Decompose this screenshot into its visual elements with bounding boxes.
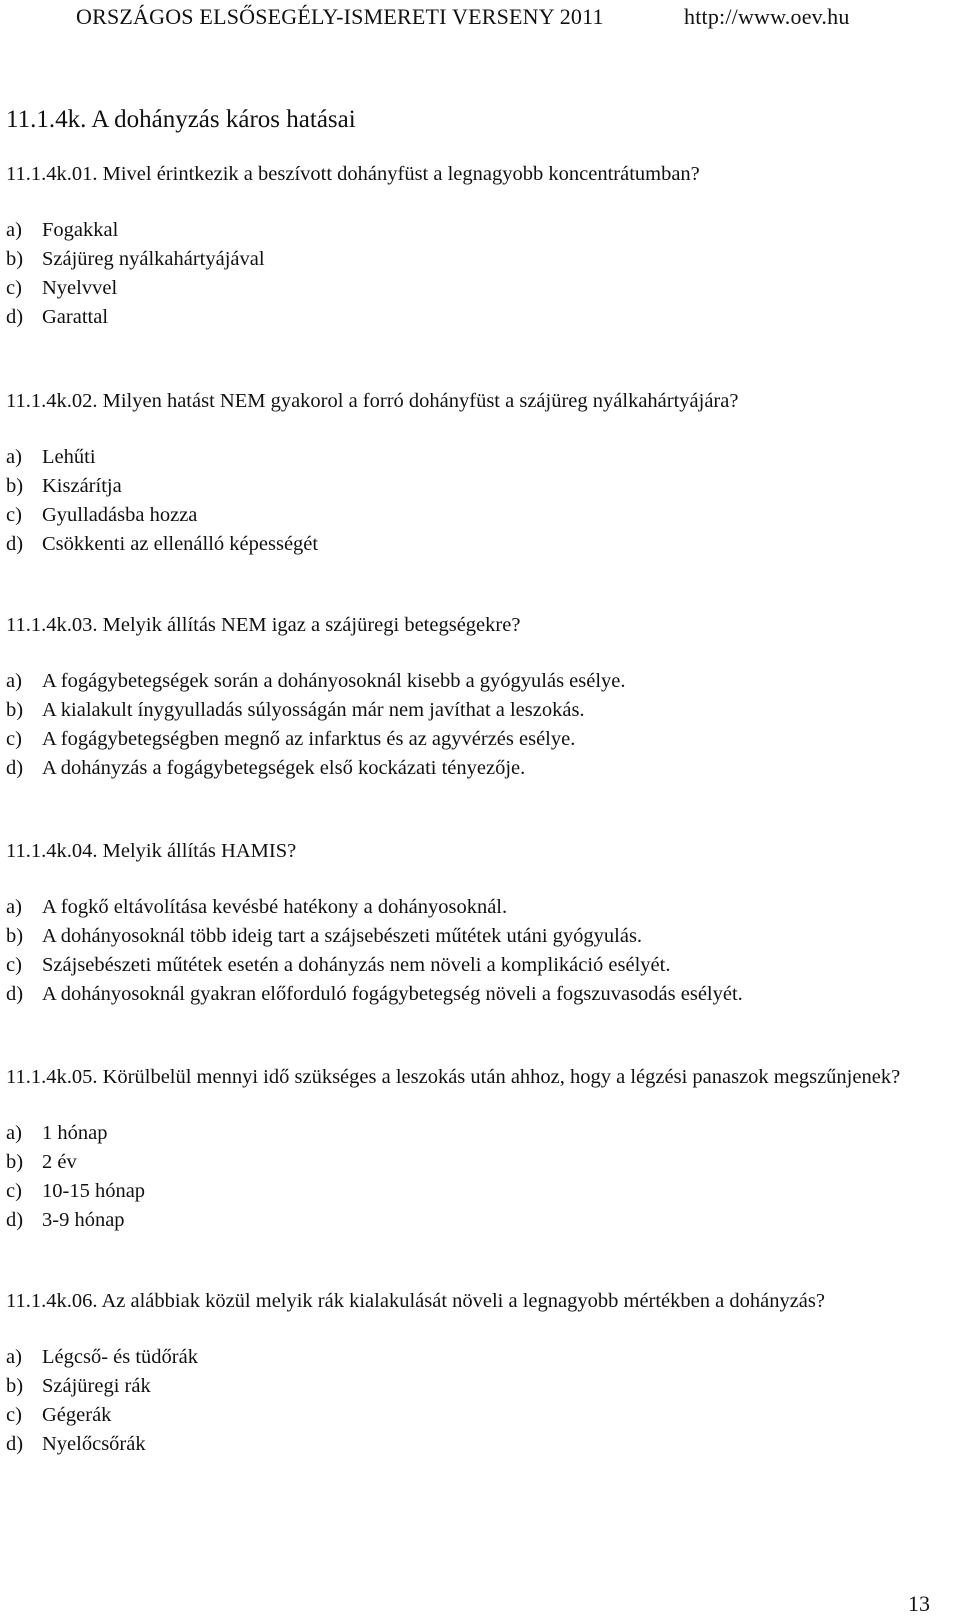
- option-text: A dohányosoknál gyakran előforduló fogágybetegség növeli a fogszuvasodás esélyét.: [42, 983, 743, 1005]
- question-text: 11.1.4k.02. Milyen hatást NEM gyakorol a forró dohányfüst a szájüreg nyálkahártyájára?: [6, 390, 739, 412]
- option-letter: d): [6, 983, 24, 1005]
- option-text: Szájüreg nyálkahártyájával: [42, 248, 265, 270]
- answer-option-d: [6, 530, 926, 559]
- option-text: A fogkő eltávolítása kevésbé hatékony a dohányosoknál.: [42, 896, 508, 918]
- answer-option-d: [6, 754, 926, 783]
- answer-option-a: [6, 1343, 926, 1372]
- answer-option-b: [6, 245, 926, 274]
- answer-options: [6, 216, 926, 332]
- option-text: A fogágybetegségek során a dohányosoknál kisebb a gyógyulás esélye.: [42, 670, 626, 692]
- question-2: [6, 387, 926, 559]
- option-text: Garattal: [42, 306, 109, 328]
- answer-option-a: [6, 443, 926, 472]
- answer-option-c: [6, 951, 926, 980]
- option-letter: c): [6, 277, 22, 299]
- option-text: Fogakkal: [42, 219, 119, 241]
- answer-option-c: [6, 1401, 926, 1430]
- answer-option-c: [6, 274, 926, 303]
- option-text: 10-15 hónap: [42, 1180, 146, 1202]
- option-letter: a): [6, 896, 22, 918]
- option-letter: d): [6, 1209, 24, 1231]
- option-letter: d): [6, 1433, 24, 1455]
- option-letter: d): [6, 757, 24, 779]
- option-letter: b): [6, 1375, 24, 1397]
- answer-option-b: [6, 472, 926, 501]
- page-number: 13: [908, 1591, 930, 1616]
- header-url[interactable]: http://www.oev.hu: [684, 4, 850, 29]
- answer-options: [6, 443, 926, 559]
- header-divider: [0, 36, 960, 37]
- section-title: 11.1.4k. A dohányzás káros hatásai: [6, 106, 356, 133]
- answer-option-a: [6, 893, 926, 922]
- option-letter: c): [6, 1404, 22, 1426]
- option-letter: a): [6, 670, 22, 692]
- option-letter: a): [6, 446, 22, 468]
- option-letter: c): [6, 954, 22, 976]
- option-text: Gyulladásba hozza: [42, 504, 198, 526]
- option-text: 1 hónap: [42, 1122, 108, 1144]
- question-text: 11.1.4k.05. Körülbelül mennyi idő szükséges a leszokás után ahhoz, hogy a légzési panaszok megszűnjenek?: [6, 1066, 901, 1088]
- answer-option-d: [6, 303, 926, 332]
- question-6: [6, 1287, 926, 1459]
- answer-option-c: [6, 725, 926, 754]
- header-title: ORSZÁGOS ELSŐSEGÉLY-ISMERETI VERSENY 2011: [76, 4, 604, 29]
- option-text: Légcső- és tüdőrák: [42, 1346, 198, 1368]
- option-text: 2 év: [42, 1151, 77, 1173]
- option-letter: a): [6, 1122, 22, 1144]
- option-text: Szájsebészeti műtétek esetén a dohányzás nem növeli a komplikáció esélyét.: [42, 954, 671, 976]
- option-letter: c): [6, 728, 22, 750]
- option-text: Gégerák: [42, 1404, 112, 1426]
- question-text: 11.1.4k.03. Melyik állítás NEM igaz a szájüregi betegségekre?: [6, 614, 521, 636]
- option-text: A fogágybetegségben megnő az infarktus és az agyvérzés esélye.: [42, 728, 576, 750]
- question-text: 11.1.4k.06. Az alábbiak közül melyik rák kialakulását növeli a legnagyobb mértékben a dohányzás?: [6, 1290, 825, 1312]
- option-letter: b): [6, 699, 24, 721]
- answer-option-b: [6, 1148, 926, 1177]
- answer-option-b: [6, 1372, 926, 1401]
- option-text: Csökkenti az ellenálló képességét: [42, 533, 319, 555]
- answer-option-d: [6, 1206, 926, 1235]
- page-header: [0, 2, 960, 32]
- option-letter: d): [6, 306, 24, 328]
- option-letter: d): [6, 533, 24, 555]
- option-letter: b): [6, 925, 24, 947]
- answer-option-a: [6, 216, 926, 245]
- option-text: Kiszárítja: [42, 475, 122, 497]
- answer-options: [6, 1343, 926, 1459]
- question-3: [6, 611, 926, 783]
- option-text: Nyelőcsőrák: [42, 1433, 146, 1455]
- question-1: [6, 160, 926, 332]
- option-text: A dohányosoknál több ideig tart a szájsebészeti műtétek utáni gyógyulás.: [42, 925, 643, 947]
- option-text: A kialakult ínygyulladás súlyosságán már nem javíthat a leszokás.: [42, 699, 585, 721]
- option-letter: b): [6, 1151, 24, 1173]
- answer-options: [6, 893, 926, 1009]
- option-text: Lehűti: [42, 446, 96, 468]
- option-letter: a): [6, 219, 22, 241]
- answer-option-b: [6, 922, 926, 951]
- option-letter: c): [6, 504, 22, 526]
- option-letter: c): [6, 1180, 22, 1202]
- answer-options: [6, 1119, 926, 1235]
- answer-option-c: [6, 1177, 926, 1206]
- answer-option-a: [6, 667, 926, 696]
- option-text: Szájüregi rák: [42, 1375, 151, 1397]
- question-text: 11.1.4k.04. Melyik állítás HAMIS?: [6, 840, 297, 862]
- option-letter: b): [6, 248, 24, 270]
- option-letter: b): [6, 475, 24, 497]
- answer-option-c: [6, 501, 926, 530]
- question-text: 11.1.4k.01. Mivel érintkezik a beszívott dohányfüst a legnagyobb koncentrátumban?: [6, 163, 700, 185]
- answer-option-d: [6, 1430, 926, 1459]
- question-4: [6, 837, 926, 1009]
- answer-option-b: [6, 696, 926, 725]
- option-text: 3-9 hónap: [42, 1209, 125, 1231]
- option-text: Nyelvvel: [42, 277, 118, 299]
- answer-option-d: [6, 980, 926, 1009]
- option-text: A dohányzás a fogágybetegségek első kockázati tényezője.: [42, 757, 526, 779]
- answer-options: [6, 667, 926, 783]
- answer-option-a: [6, 1119, 926, 1148]
- question-5: [6, 1063, 926, 1235]
- option-letter: a): [6, 1346, 22, 1368]
